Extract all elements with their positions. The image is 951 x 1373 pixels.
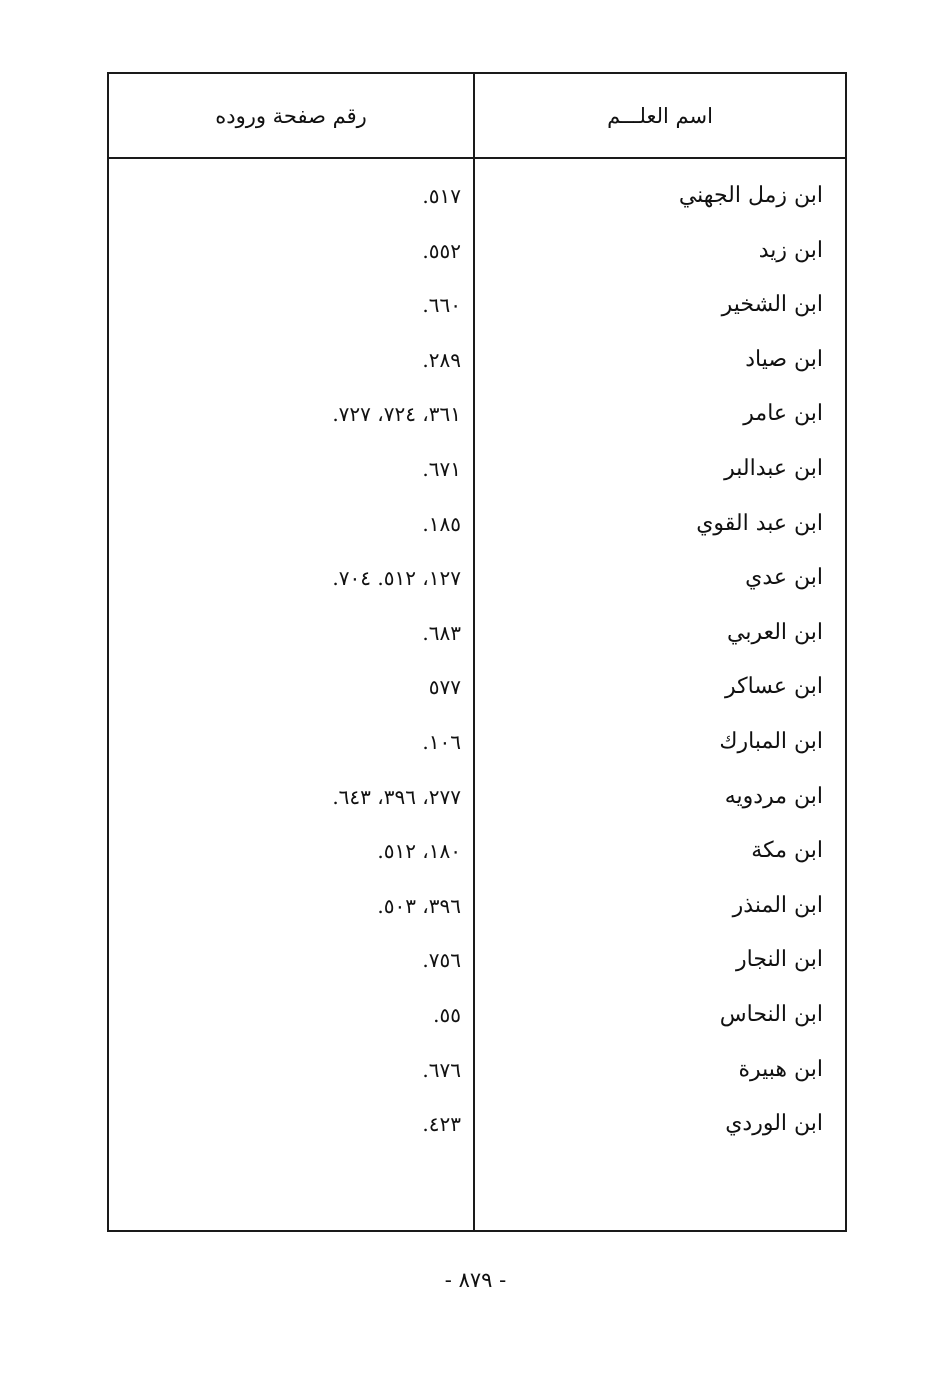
table-row: [109, 278, 845, 333]
pages-cell: ٥٥٢.: [422, 238, 461, 263]
header-pages: رقم صفحة وروده: [215, 103, 367, 128]
table-row: [109, 1097, 845, 1152]
table-row: [109, 606, 845, 661]
pages-cell: ٦٧٦.: [422, 1057, 461, 1082]
table-row: [109, 497, 845, 552]
name-cell: ابن عبد القوي: [696, 510, 823, 536]
name-cell: ابن هبيرة: [738, 1056, 823, 1082]
name-cell: ابن عبدالبر: [724, 455, 823, 481]
table-row: [109, 770, 845, 825]
table-row: [109, 824, 845, 879]
name-cell: ابن صياد: [745, 346, 823, 372]
index-table: [107, 72, 847, 1232]
table-row: [109, 333, 845, 388]
name-cell: ابن عدي: [745, 565, 823, 591]
name-cell: ابن المبارك: [719, 728, 823, 754]
name-cell: ابن عامر: [743, 401, 823, 427]
pages-cell: ١٢٧، ٥١٢. ٧٠٤.: [332, 566, 461, 591]
pages-cell: ٤٢٣.: [422, 1112, 461, 1137]
pages-cell: ٦٨٣.: [422, 620, 461, 645]
name-cell: ابن مردويه: [724, 783, 823, 809]
name-cell: ابن الوردي: [725, 1111, 823, 1137]
table-row: [109, 387, 845, 442]
header-divider: [109, 157, 845, 159]
header-name: اسم العلـــم: [607, 103, 713, 128]
pages-cell: ٥٧٧: [428, 675, 461, 700]
name-cell: ابن العربي: [726, 619, 823, 645]
table-row: [109, 551, 845, 606]
table-row: [109, 715, 845, 770]
pages-cell: ١٨٠، ٥١٢.: [377, 839, 461, 864]
name-cell: ابن زمل الجهني: [678, 183, 823, 208]
pages-cell: ٦٦٠.: [422, 293, 461, 318]
table-row: [109, 224, 845, 279]
name-cell: ابن النجار: [736, 947, 823, 973]
pages-cell: ٥٥.: [433, 1002, 461, 1027]
name-cell: ابن مكة: [751, 838, 823, 864]
name-cell: ابن عساكر: [724, 674, 823, 700]
page-number: - ٨٧٩ -: [444, 1268, 507, 1292]
table-row: [109, 1043, 845, 1098]
pages-cell: ٢٨٩.: [422, 347, 461, 372]
name-cell: ابن المنذر: [732, 892, 823, 918]
pages-cell: ٥١٧.: [422, 184, 461, 208]
pages-cell: ٣٩٦، ٥٠٣.: [377, 893, 461, 918]
pages-cell: ١٠٦.: [422, 729, 461, 754]
pages-cell: ٦٧١.: [422, 456, 461, 481]
table-row: [109, 660, 845, 715]
pages-cell: ١٨٥.: [422, 511, 461, 536]
pages-cell: ٧٥٦.: [422, 948, 461, 973]
name-cell: ابن زيد: [758, 237, 823, 263]
name-cell: ابن النحاس: [719, 1001, 823, 1027]
table-row: [109, 988, 845, 1043]
table-row: [109, 442, 845, 497]
name-cell: ابن الشخير: [721, 292, 823, 318]
table-row: [109, 169, 845, 224]
pages-cell: ٣٦١، ٧٢٤، ٧٢٧.: [332, 402, 461, 427]
table-row: [109, 879, 845, 934]
index-rows: [109, 169, 845, 1152]
table-row: [109, 933, 845, 988]
pages-cell: ٢٧٧، ٣٩٦، ٦٤٣.: [332, 784, 461, 809]
